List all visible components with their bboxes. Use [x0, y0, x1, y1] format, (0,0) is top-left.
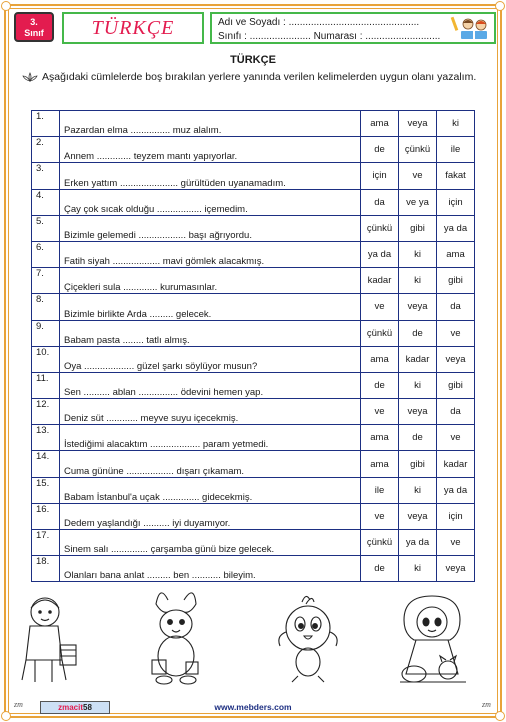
question-number: 13. [32, 425, 60, 451]
question-row [32, 477, 475, 503]
answer-option[interactable]: veya [437, 346, 475, 372]
answer-option[interactable]: da [361, 189, 399, 215]
answer-option[interactable]: kadar [399, 346, 437, 372]
question-number: 11. [32, 372, 60, 398]
answer-option[interactable]: çünkü [361, 215, 399, 241]
question-number: 17. [32, 530, 60, 556]
answer-option[interactable]: gibi [437, 268, 475, 294]
question-row [32, 241, 475, 267]
answer-option[interactable]: veya [437, 556, 475, 582]
grade-number: 3. [30, 17, 38, 27]
answer-option[interactable]: için [437, 503, 475, 529]
question-sentence[interactable]: Babam İstanbul'a uçak .............. gidecekmiş. [60, 477, 361, 503]
answer-option[interactable]: ki [437, 111, 475, 137]
answer-option[interactable]: de [399, 425, 437, 451]
question-row [32, 530, 475, 556]
author-stamp-number: 58 [83, 703, 92, 712]
answer-option[interactable]: ve [437, 530, 475, 556]
worksheet-heading: TÜRKÇE [230, 54, 276, 66]
answer-option[interactable]: veya [399, 111, 437, 137]
question-sentence[interactable]: Pazardan elma ............... muz alalım. [60, 111, 361, 137]
question-sentence[interactable]: Fatih siyah .................. mavi gömlek alacakmış. [60, 241, 361, 267]
answer-option[interactable]: kadar [437, 451, 475, 477]
answer-option[interactable]: ya da [437, 215, 475, 241]
answer-option[interactable]: için [361, 163, 399, 189]
question-number: 16. [32, 503, 60, 529]
answer-option[interactable]: da [437, 294, 475, 320]
question-row [32, 451, 475, 477]
question-sentence[interactable]: Babam pasta ........ tatlı almış. [60, 320, 361, 346]
answer-option[interactable]: de [399, 320, 437, 346]
instruction-text: Aşağıdaki cümlelerde boş bırakılan yerlere yanında verilen kelimelerden uygun olanı yazalım. [42, 71, 477, 83]
question-sentence[interactable]: Bizimle gelemedi .................. başı ağrıyordu. [60, 215, 361, 241]
question-sentence[interactable]: Deniz süt ............ meyve suyu içecekmiş. [60, 399, 361, 425]
answer-option[interactable]: ve [361, 294, 399, 320]
question-number: 4. [32, 189, 60, 215]
answer-option[interactable]: gibi [437, 372, 475, 398]
lotus-flower-icon [22, 72, 38, 82]
corner-ornament [1, 1, 11, 11]
child-coloring-illustration [22, 598, 76, 682]
answer-option[interactable]: çünkü [361, 320, 399, 346]
question-row [32, 399, 475, 425]
student-info-box [210, 12, 496, 44]
question-row [32, 425, 475, 451]
author-stamp-name: zmacit [58, 703, 83, 712]
question-row [32, 556, 475, 582]
question-number: 14. [32, 451, 60, 477]
answer-option[interactable]: ve [399, 163, 437, 189]
question-sentence[interactable]: Dedem yaşlandığı .......... iyi duyamıyor. [60, 503, 361, 529]
question-number: 2. [32, 137, 60, 163]
answer-option[interactable]: ve [437, 320, 475, 346]
answer-option[interactable]: ki [399, 477, 437, 503]
question-row [32, 372, 475, 398]
grade-badge [14, 12, 54, 42]
student-name-field[interactable]: Adı ve Soyadı : ............................................... [218, 17, 420, 28]
answer-option[interactable]: veya [399, 294, 437, 320]
answer-option[interactable]: ya da [399, 530, 437, 556]
answer-option[interactable]: ya da [437, 477, 475, 503]
answer-option[interactable]: ile [437, 137, 475, 163]
question-sentence[interactable]: İstediğimi alacaktım ................... param yetmedi. [60, 425, 361, 451]
answer-option[interactable]: de [361, 137, 399, 163]
answer-option[interactable]: gibi [399, 451, 437, 477]
question-row [32, 320, 475, 346]
question-number: 6. [32, 241, 60, 267]
question-number: 7. [32, 268, 60, 294]
question-number: 15. [32, 477, 60, 503]
question-sentence[interactable]: Sen .......... ablan ............... ödevini hemen yap. [60, 372, 361, 398]
question-row [32, 215, 475, 241]
answer-option[interactable]: fakat [437, 163, 475, 189]
answer-option[interactable]: ama [437, 241, 475, 267]
answer-option[interactable]: gibi [399, 215, 437, 241]
answer-option[interactable]: ve [361, 399, 399, 425]
answer-option[interactable]: ki [399, 556, 437, 582]
answer-option[interactable]: ama [361, 111, 399, 137]
subject-title: TÜRKÇE [91, 16, 175, 39]
question-number: 1. [32, 111, 60, 137]
answer-option[interactable]: ki [399, 241, 437, 267]
answer-option[interactable]: ya da [361, 241, 399, 267]
question-number: 8. [32, 294, 60, 320]
question-row [32, 346, 475, 372]
corner-ornament [495, 711, 505, 721]
question-row [32, 137, 475, 163]
answer-option[interactable]: için [437, 189, 475, 215]
bird-illustration [279, 596, 337, 682]
answer-option[interactable]: ama [361, 346, 399, 372]
corner-mark-left: zm [14, 700, 23, 709]
answer-option[interactable]: de [361, 372, 399, 398]
answer-option[interactable]: ama [361, 425, 399, 451]
question-sentence[interactable]: Çay çok sıcak olduğu ................. içemedim. [60, 189, 361, 215]
question-sentence[interactable]: Bizimle birlikte Arda ......... gelecek. [60, 294, 361, 320]
question-number: 5. [32, 215, 60, 241]
answer-option[interactable]: çünkü [361, 530, 399, 556]
question-row [32, 163, 475, 189]
questions-table [31, 110, 475, 582]
answer-option[interactable]: ve [437, 425, 475, 451]
student-class-field[interactable]: Sınıfı : ...................... Numarası : ........................... [218, 31, 441, 42]
question-number: 10. [32, 346, 60, 372]
answer-option[interactable]: ile [361, 477, 399, 503]
question-row [32, 189, 475, 215]
girl-with-pets-illustration [400, 596, 466, 682]
question-sentence[interactable]: Erken yattım ...................... gürültüden uyanamadım. [60, 163, 361, 189]
answer-option[interactable]: kadar [361, 268, 399, 294]
answer-option[interactable]: çünkü [399, 137, 437, 163]
corner-mark-right: zm [482, 700, 491, 709]
answer-option[interactable]: veya [399, 503, 437, 529]
grade-label: Sınıf [24, 28, 44, 38]
corner-ornament [1, 711, 11, 721]
bunny-illustration [152, 593, 198, 684]
question-row [32, 294, 475, 320]
question-number: 9. [32, 320, 60, 346]
footer-url[interactable]: www.mebders.com [214, 702, 292, 712]
question-sentence[interactable]: Oya ................... güzel şarkı söylüyor musun? [60, 346, 361, 372]
question-row [32, 268, 475, 294]
question-number: 18. [32, 556, 60, 582]
illustrations-row [0, 590, 506, 690]
answer-option[interactable]: veya [399, 399, 437, 425]
question-row [32, 111, 475, 137]
question-sentence[interactable]: Annem ............. teyzem mantı yapıyorlar. [60, 137, 361, 163]
question-sentence[interactable]: Olanları bana anlat ......... ben ........... bileyim. [60, 556, 361, 582]
answer-option[interactable]: da [437, 399, 475, 425]
answer-option[interactable]: ama [361, 451, 399, 477]
question-sentence[interactable]: Cuma gününe .................. dışarı çıkamam. [60, 451, 361, 477]
answer-option[interactable]: ki [399, 268, 437, 294]
answer-option[interactable]: ve [361, 503, 399, 529]
answer-option[interactable]: ve ya [399, 189, 437, 215]
question-row [32, 503, 475, 529]
question-sentence[interactable]: Sinem salı .............. çarşamba günü bize gelecek. [60, 530, 361, 556]
kids-reading-icon [450, 15, 490, 42]
question-number: 3. [32, 163, 60, 189]
question-sentence[interactable]: Çiçekleri sula ............. kurumasınlar. [60, 268, 361, 294]
instruction-block [22, 70, 482, 84]
subject-title-box [62, 12, 204, 44]
question-number: 12. [32, 399, 60, 425]
answer-option[interactable]: ki [399, 372, 437, 398]
answer-option[interactable]: de [361, 556, 399, 582]
corner-ornament [495, 1, 505, 11]
